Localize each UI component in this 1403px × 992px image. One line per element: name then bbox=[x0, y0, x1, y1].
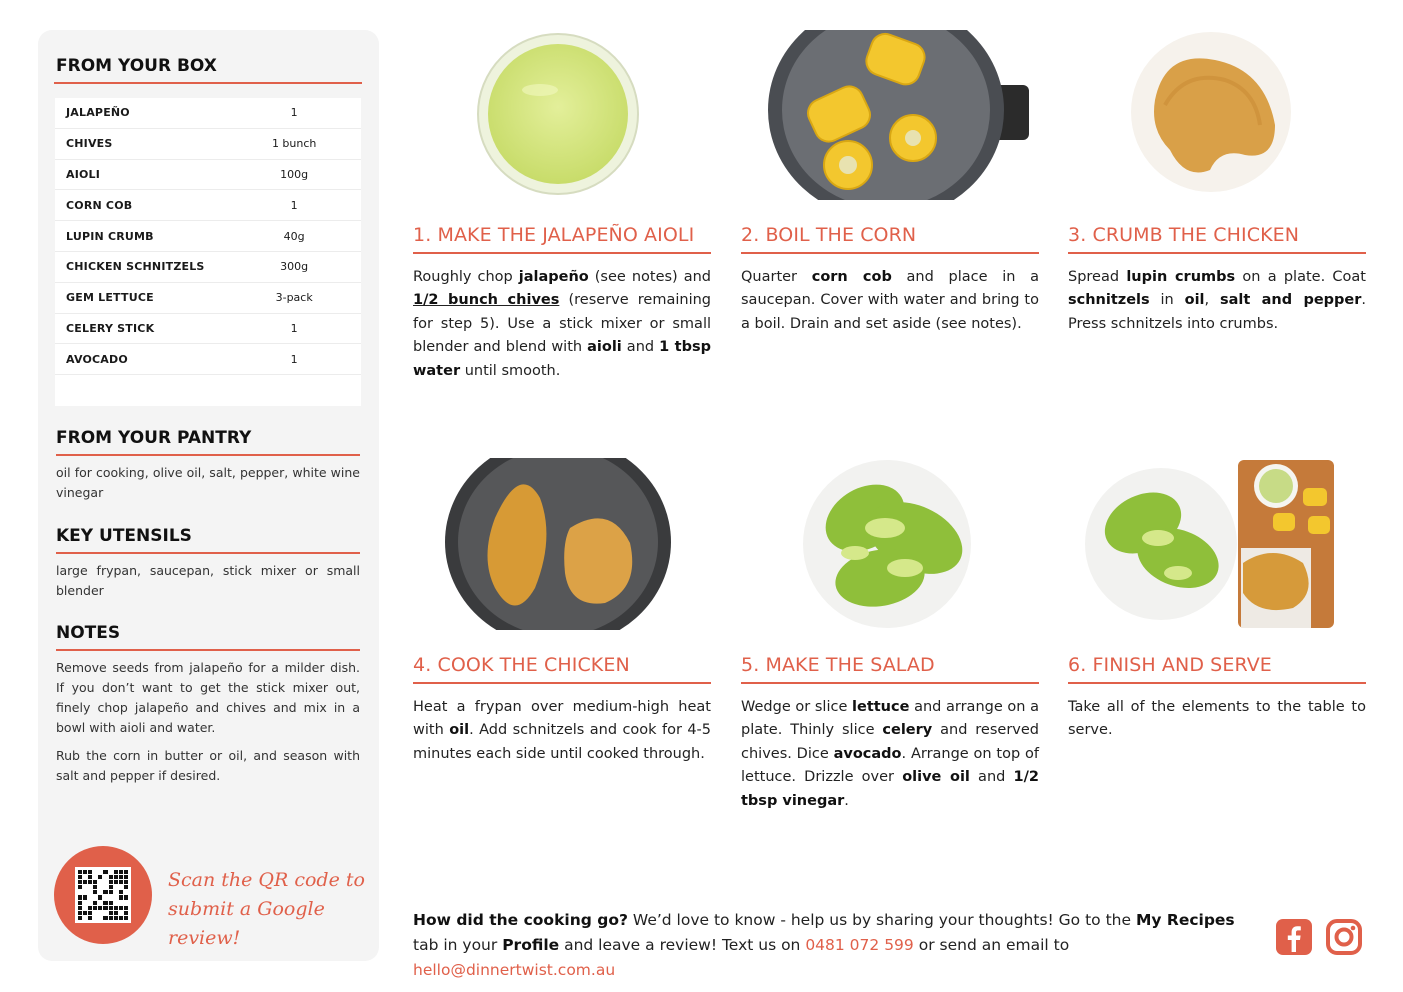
box-title-rule bbox=[54, 82, 362, 84]
ingredient-row bbox=[55, 129, 361, 160]
ingredient-qty: 100g bbox=[280, 167, 309, 181]
step-3-text: Spread lupin crumbs on a plate. Coat schnitzels in oil, salt and pepper. Press schnitzels into crumbs. bbox=[1068, 269, 1367, 332]
ingredient-name: AVOCADO bbox=[66, 352, 128, 366]
ingredient-name: CHICKEN SCHNITZELS bbox=[66, 260, 205, 274]
step-1-title: 1. MAKE THE JALAPEÑO AIOLI bbox=[413, 224, 695, 246]
step-4-title: 4. COOK THE CHICKEN bbox=[413, 654, 630, 676]
key-utensils-title: KEY UTENSILS bbox=[56, 526, 192, 546]
step-1-rule bbox=[413, 252, 711, 254]
my-recipes-label: My Recipes bbox=[1135, 911, 1235, 929]
salad-plate-photo bbox=[795, 458, 995, 630]
step-6-title: 6. FINISH AND SERVE bbox=[1068, 654, 1272, 676]
step-4-rule bbox=[413, 682, 711, 684]
step-6-rule bbox=[1068, 682, 1366, 684]
ingredient-row bbox=[55, 344, 361, 375]
from-your-box-title: FROM YOUR BOX bbox=[56, 56, 217, 76]
step-5-rule bbox=[741, 682, 1039, 684]
ingredient-qty: 1 bbox=[290, 321, 298, 335]
qr-line-2: submit a Google review! bbox=[168, 898, 325, 949]
utensils-text: large frypan, saucepan, stick mixer or small blender bbox=[56, 563, 360, 598]
aioli-bowl-photo bbox=[470, 30, 650, 200]
facebook-icon[interactable] bbox=[1275, 918, 1313, 956]
ingredient-name: CHIVES bbox=[66, 137, 113, 151]
step-6-text: Take all of the elements to the table to serve. bbox=[1068, 699, 1366, 739]
step-5-text: Wedge or slice lettuce and arrange on a plate. Thinly slice celery and reserved chives. Dice avocado. Arrange on top of lettuce. Drizzle over olive oil and 1/2 tbsp vinegar. bbox=[741, 699, 1039, 809]
step-1-text: Roughly chop jalapeño (see notes) and 1/2 bunch chives (reserve remaining for step 5). Use a stick mixer or small blender and blend with aioli and 1 tbsp water until smooth. bbox=[413, 269, 711, 379]
frypan-chicken-photo bbox=[440, 458, 702, 630]
pantry-text: oil for cooking, olive oil, salt, pepper, white wine vinegar bbox=[56, 465, 360, 500]
qr-review-text bbox=[168, 866, 368, 953]
ingredients-sidebar bbox=[38, 30, 379, 961]
step-5-title: 5. MAKE THE SALAD bbox=[741, 654, 935, 676]
notes-rule bbox=[56, 649, 360, 651]
qr-code-badge[interactable] bbox=[54, 846, 152, 944]
step-2-title: 2. BOIL THE CORN bbox=[741, 224, 917, 246]
profile-label: Profile bbox=[502, 936, 560, 954]
ingredient-name: JALAPEÑO bbox=[66, 106, 130, 120]
step-2-text: Quarter corn cob and place in a saucepan. Cover with water and bring to a boil. Drain and set aside (see notes). bbox=[741, 269, 1039, 332]
ingredient-row bbox=[55, 98, 361, 129]
notes-text-2: Rub the corn in butter or oil, and season with salt and pepper if desired. bbox=[56, 748, 360, 783]
ingredient-qty: 40g bbox=[283, 229, 305, 243]
finished-dish-photo bbox=[1083, 458, 1338, 630]
ingredient-qty: 300g bbox=[280, 260, 309, 274]
email-link[interactable]: hello@dinnertwist.com.au bbox=[413, 961, 616, 979]
crumbed-chicken-photo bbox=[1125, 30, 1300, 200]
ingredient-row bbox=[55, 190, 361, 221]
ingredient-name: LUPIN CRUMB bbox=[66, 229, 154, 243]
ingredient-row bbox=[55, 314, 361, 345]
step-2-rule bbox=[741, 252, 1039, 254]
step-4-text: Heat a frypan over medium-high heat with oil. Add schnitzels and cook for 4-5 minutes each side until cooked through. bbox=[413, 699, 711, 762]
corn-saucepan-photo bbox=[768, 30, 1038, 200]
pantry-rule bbox=[56, 454, 360, 456]
ingredient-qty: 1 bbox=[290, 352, 298, 366]
ingredient-name: CORN COB bbox=[66, 198, 133, 212]
ingredient-qty: 3-pack bbox=[275, 291, 313, 305]
utensils-rule bbox=[56, 552, 360, 554]
ingredient-row bbox=[55, 160, 361, 191]
ingredients-table bbox=[55, 98, 361, 406]
notes-text-1: Remove seeds from jalapeño for a milder dish. If you don’t want to get the stick mixer out, finely chop jalapeño and chives and mix in a bowl with aioli and water. bbox=[56, 660, 360, 735]
ingredient-row bbox=[55, 252, 361, 283]
step-3-title: 3. CRUMB THE CHICKEN bbox=[1068, 224, 1300, 246]
phone-link[interactable]: 0481 072 599 bbox=[805, 936, 914, 954]
ingredient-qty: 1 bbox=[290, 198, 298, 212]
qr-line-1: Scan the QR code to bbox=[168, 869, 365, 891]
ingredient-row bbox=[55, 283, 361, 314]
ingredient-qty: 1 bbox=[290, 106, 298, 120]
from-your-pantry-title: FROM YOUR PANTRY bbox=[56, 428, 252, 448]
instagram-icon[interactable] bbox=[1325, 918, 1363, 956]
review-footer: How did the cooking go? We’d love to know - help us by sharing your thoughts! Go to the My Recipes tab in your Profile and leave a review! Text us on 0481 072 599 or send an email to hello@dinnertwist.com.au bbox=[413, 911, 1235, 979]
notes-title: NOTES bbox=[56, 623, 121, 643]
ingredient-name: GEM LETTUCE bbox=[66, 291, 154, 305]
footer-question: How did the cooking go? bbox=[413, 911, 628, 929]
step-3-rule bbox=[1068, 252, 1366, 254]
qr-code-icon[interactable] bbox=[75, 867, 131, 923]
ingredient-qty: 1 bunch bbox=[271, 137, 317, 151]
ingredient-name: CELERY STICK bbox=[66, 321, 155, 335]
ingredient-name: AIOLI bbox=[66, 167, 101, 181]
ingredient-row bbox=[55, 221, 361, 252]
